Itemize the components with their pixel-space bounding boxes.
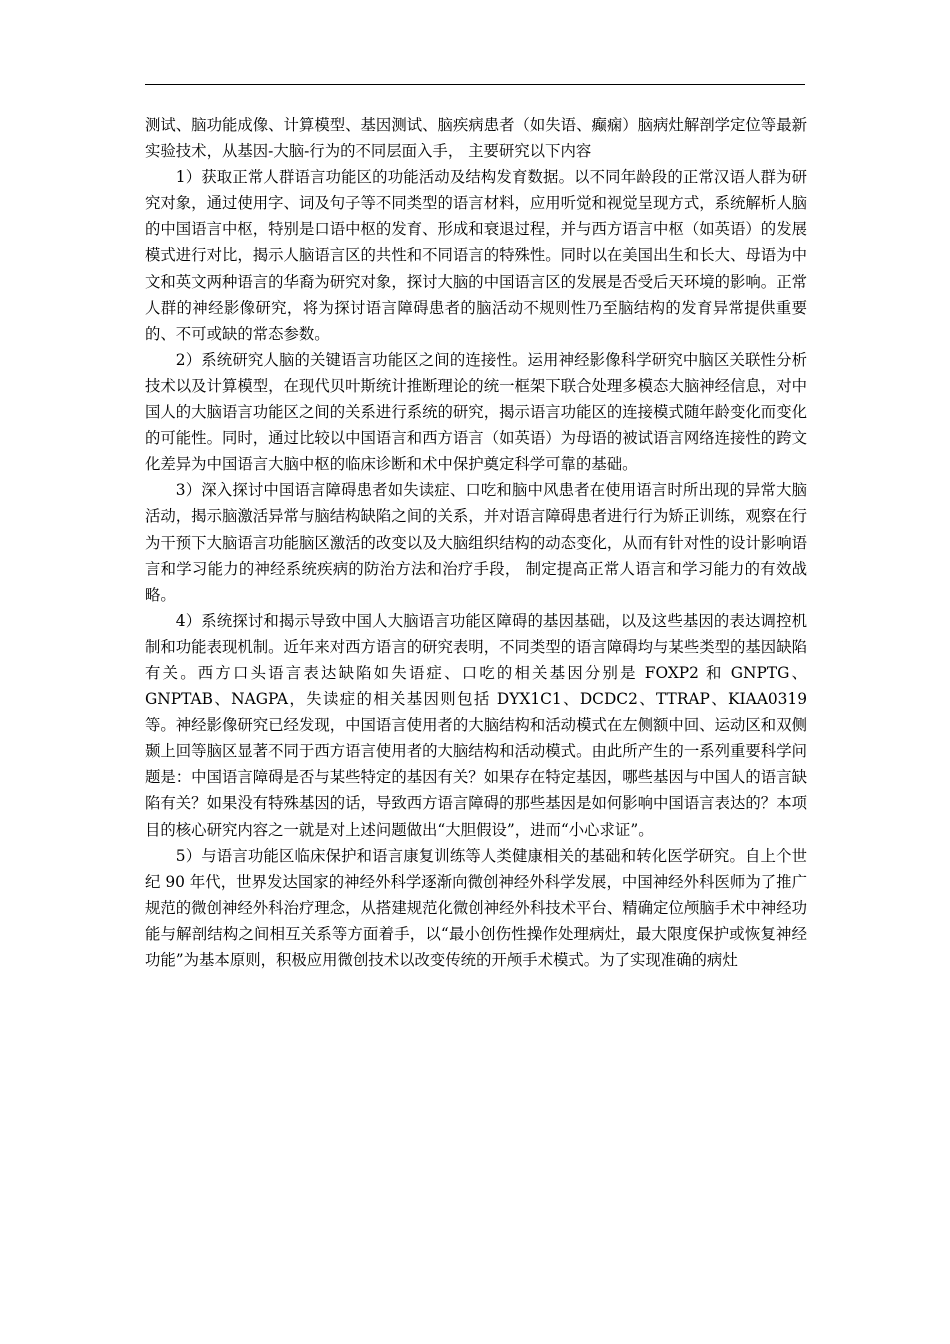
paragraph-item-1: 1）获取正常人群语言功能区的功能活动及结构发育数据。以不同年龄段的正常汉语人群为研究对象，通过使用字、词及句子等不同类型的语言材料，应用听觉和视觉呈现方式，系统解析人脑的中国语言中枢，特别是口语中枢的发育、形成和衰退过程，并与西方语言中枢（如英语）的发展模式进行对比，揭示人脑语言区的共性和不同语言的特殊性。同时以在美国出生和长大、母语为中文和英文两种语言的华裔为研究对象，探讨大脑的中国语言区的发展是否受后天环境的影响。正常人群的神经影像研究，将为探讨语言障碍患者的脑活动不规则性乃至脑结构的发育异常提供重要的、不可或缺的常态参数。 (145, 168, 807, 343)
paragraph-item-4: 4）系统探讨和揭示导致中国人大脑语言功能区障碍的基因基础，以及这些基因的表达调控机制和功能表现机制。近年来对西方语言的研究表明，不同类型的语言障碍均与某些类型的基因缺陷有关。西方口头语言表达缺陷如失语症、口吃的相关基因分别是 FOXP2 和 GNPTG、GNPTAB、NAGPA，失读症的相关基因则包括 DYX1C1、DCDC2、TTRAP、KIAA0319 等。神经影像研究已经发现，中国语言使用者的大脑结构和活动模式在左侧额中回、运动区和双侧颞上回等脑区显著不同于西方语言使用者的大脑结构和活动模式。由此所产生的一系列重要科学问题是：中国语言障碍是否与某些特定的基因有关？如果存在特定基因，哪些基因与中国人的语言缺陷有关？如果没有特殊基因的话，导致西方语言障碍的那些基因是如何影响中国语言表达的？本项目的核心研究内容之一就是对上述问题做出“大胆假设”，进而“小心求证”。 (145, 611, 807, 839)
header-rule (145, 84, 805, 85)
body-text (145, 112, 807, 973)
paragraph-item-3: 3）深入探讨中国语言障碍患者如失读症、口吃和脑中风患者在使用语言时所出现的异常大脑活动，揭示脑激活异常与脑结构缺陷之间的关系，并对语言障碍患者进行行为矫正训练，观察在行为干预下大脑语言功能脑区激活的改变以及大脑组织结构的动态变化，从而有针对性的设计影响语言和学习能力的神经系统疾病的防治方法和治疗手段， 制定提高正常人语言和学习能力的有效战略。 (145, 481, 807, 604)
paragraph-intro: 测试、脑功能成像、计算模型、基因测试、脑疾病患者（如失语、癫痫）脑病灶解剖学定位等最新实验技术，从基因-大脑-行为的不同层面入手， 主要研究以下内容 (145, 116, 807, 161)
paragraph-item-2: 2）系统研究人脑的关键语言功能区之间的连接性。运用神经影像科学研究中脑区关联性分析技术以及计算模型，在现代贝叶斯统计推断理论的统一框架下联合处理多模态大脑神经信息，对中国人的大脑语言功能区之间的关系进行系统的研究，揭示语言功能区的连接模式随年龄变化而变化的可能性。同时，通过比较以中国语言和西方语言（如英语）为母语的被试语言网络连接性的跨文化差异为中国语言大脑中枢的临床诊断和术中保护奠定科学可靠的基础。 (145, 350, 807, 474)
paragraph-item-5: 5）与语言功能区临床保护和语言康复训练等人类健康相关的基础和转化医学研究。自上个世纪 90 年代，世界发达国家的神经外科学逐渐向微创神经外科学发展，中国神经外科医师为了推广规范的微创神经外科治疗理念，从搭建规范化微创神经外科技术平台、精确定位颅脑手术中神经功能与解剖结构之间相互关系等方面着手，以“最小创伤性操作处理病灶，最大限度保护或恢复神经功能”为基本原则，积极应用微创技术以改变传统的开颅手术模式。为了实现准确的病灶 (145, 846, 807, 969)
